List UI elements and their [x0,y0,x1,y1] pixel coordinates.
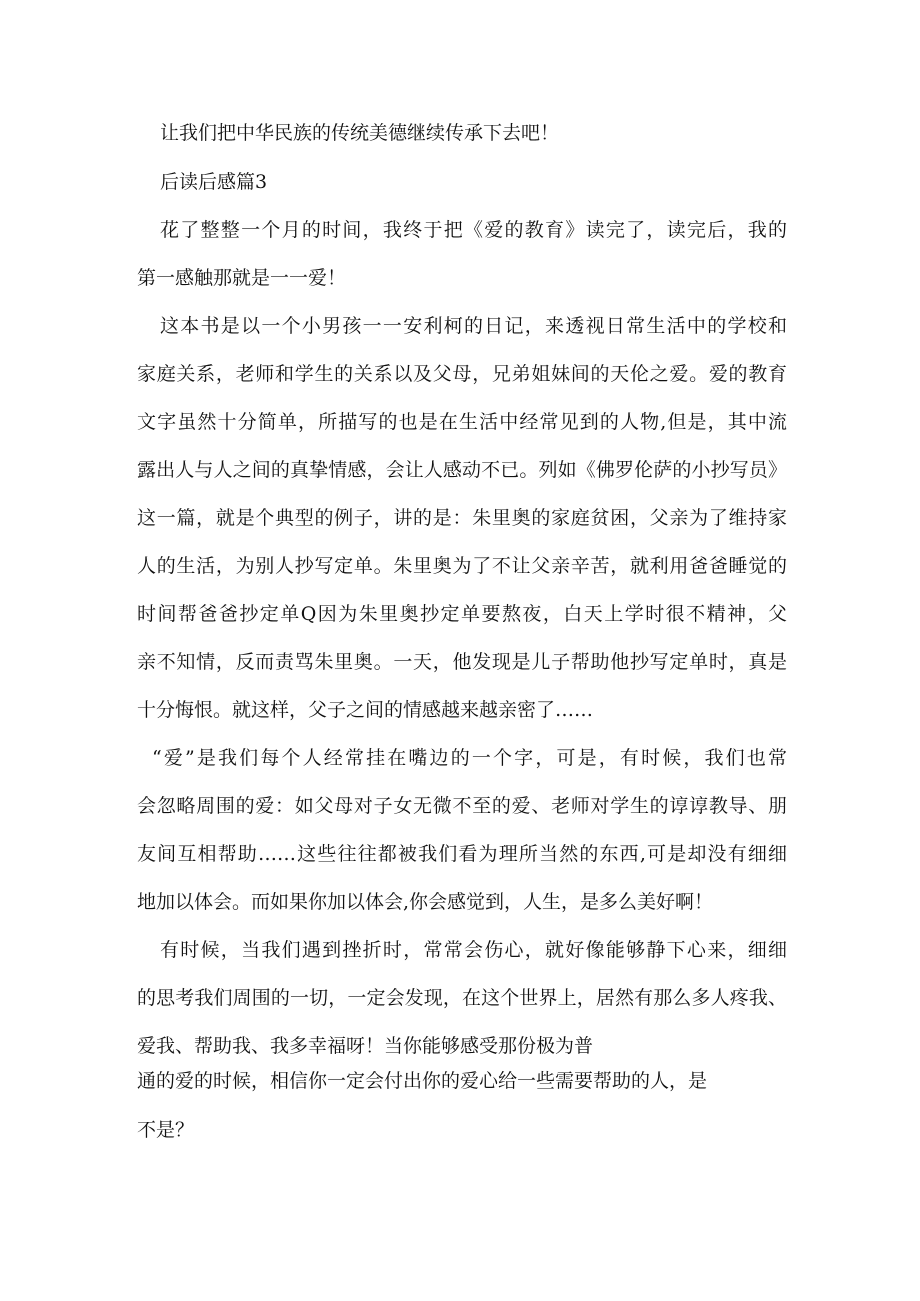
text-line: 地加以体会。而如果你加以体会,你会感觉到，人生，是多么美好啊！ [137,891,714,913]
text-line: 这本书是以一个小男孩一一安利柯的日记，来透视日常生活中的学校和 [160,315,787,337]
text-line: 通的爱的时候，相信你一定会付出你的爱心给一些需要帮助的人，是 [137,1070,708,1092]
text-line: 露出人与人之间的真挚情感，会让人感动不已。列如《佛罗伦萨的小抄写员》 [137,459,787,481]
text-line: “爱”是我们每个人经常挂在嘴边的一个字，可是，有时候，我们也常 [152,747,787,769]
text-line: 让我们把中华民族的传统美德继续传承下去吧！ [160,122,560,144]
text-line: 文字虽然十分简单，所描写的也是在生活中经常见到的人物,但是，其中流 [137,411,787,433]
text-line: 人的生活，为别人抄写定单。朱里奥为了不让父亲辛苦，就利用爸爸睡觉的 [137,555,787,577]
text-line: 花了整整一个月的时间，我终于把《爱的教育》读完了，读完后，我的 [160,219,787,241]
text-line: 有时候，当我们遇到挫折时，常常会伤心，就好像能够静下心来，细细 [160,939,787,961]
text-line: 爱我、帮助我、我多幸福呀！当你能够感受那份极为普 [137,1035,594,1057]
text-line: 十分悔恨。就这样，父子之间的情感越来越亲密了…… [137,699,594,721]
text-line: 会忽略周围的爱：如父母对子女无微不至的爱、老师对学生的谆谆教导、朋 [137,795,787,817]
text-line: 不是？ [137,1119,195,1141]
text-line: 时间帮爸爸抄定单Q因为朱里奥抄定单要熬夜，白天上学时很不精神，父 [137,603,787,625]
text-line: 这一篇，就是个典型的例子，讲的是：朱里奥的家庭贫困，父亲为了维持家 [137,507,787,529]
section-heading: 后读后感篇3 [160,171,268,193]
text-line: 亲不知情，反而责骂朱里奥。一天，他发现是儿子帮助他抄写定单时，真是 [137,651,787,673]
text-line: 第一感触那就是一一爱！ [137,267,347,289]
text-line: 友间互相帮助……这些往往都被我们看为理所当然的东西,可是却没有细细 [137,843,787,865]
text-line: 家庭关系，老师和学生的关系以及父母，兄弟姐妹间的天伦之爱。爱的教育 [137,363,787,385]
text-line: 的思考我们周围的一切，一定会发现，在这个世界上，居然有那么多人疼我、 [137,987,787,1009]
